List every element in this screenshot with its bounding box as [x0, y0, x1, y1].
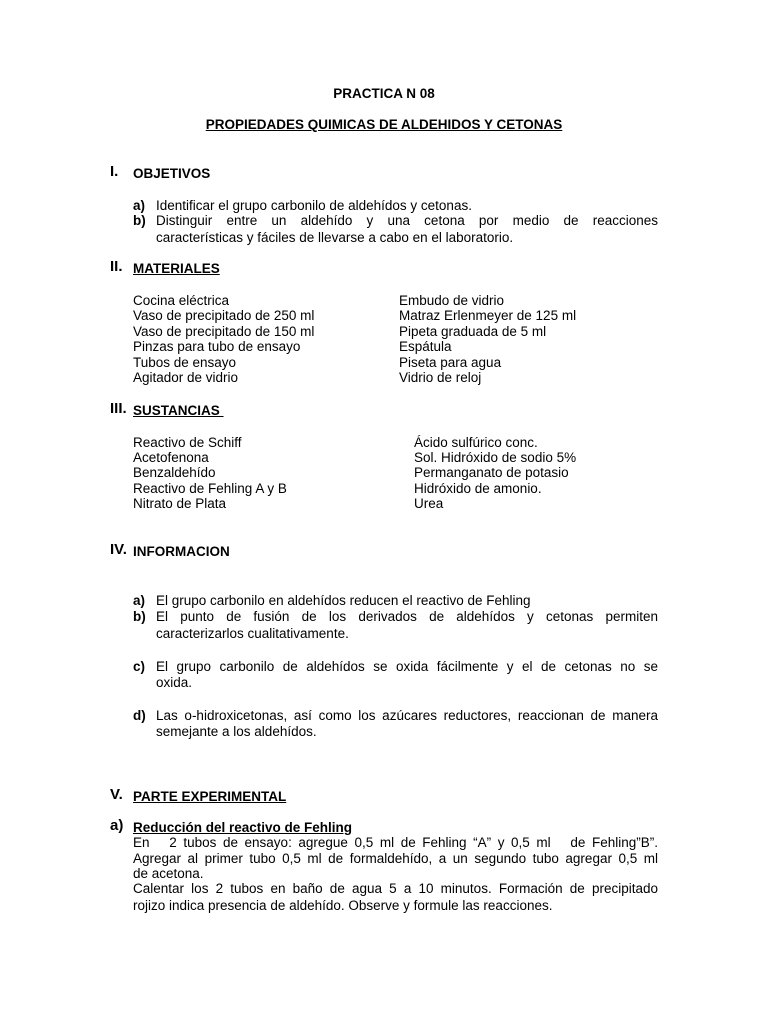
material-right-3: Pipeta graduada de 5 ml: [399, 324, 547, 339]
section-title-materiales: MATERIALES: [133, 261, 220, 276]
practice-number: PRACTICA N 08: [333, 86, 435, 101]
info-text-d-line2: semejante a los aldehídos.: [156, 724, 317, 739]
material-right-5: Piseta para agua: [399, 355, 502, 370]
material-right-6: Vidrio de reloj: [399, 370, 482, 385]
sustancia-left-4: Reactivo de Fehling A y B: [133, 481, 287, 496]
info-text-a: El grupo carbonilo en aldehídos reducen el reactivo de Fehling: [156, 593, 531, 608]
experiment-text-line1: En 2 tubos de ensayo: agregue 0,5 ml de Fehling “A” y 0,5 ml de Fehling”B”.: [133, 835, 658, 850]
material-left-1: Cocina eléctrica: [133, 293, 230, 308]
section-number-2: II.: [110, 258, 123, 275]
info-marker-c: c): [133, 659, 146, 674]
sustancia-left-2: Acetofenona: [133, 450, 209, 465]
sustancia-right-1: Ácido sulfúrico conc.: [414, 435, 538, 450]
sustancia-right-3: Permanganato de potasio: [414, 465, 569, 480]
sustancia-left-1: Reactivo de Schiff: [133, 435, 242, 450]
section-number-5: V.: [110, 786, 123, 803]
sustancia-left-5: Nitrato de Plata: [133, 496, 227, 511]
material-left-5: Tubos de ensayo: [133, 355, 237, 370]
info-text-b-line2: caracterizarlos cualitativamente.: [156, 626, 349, 641]
info-marker-d: d): [133, 708, 146, 723]
objetivo-marker-b: b): [133, 213, 146, 228]
info-marker-b: b): [133, 609, 146, 624]
section-number-1: I.: [110, 163, 119, 180]
material-left-4: Pinzas para tubo de ensayo: [133, 339, 301, 354]
info-marker-a: a): [133, 593, 146, 608]
experiment-text-line2: Agregar al primer tubo 0,5 ml de formaldehído, a un segundo tubo agregar 0,5 ml: [133, 851, 658, 866]
experiment-marker-a: a): [110, 817, 124, 834]
section-title-experimental: PARTE EXPERIMENTAL: [133, 789, 287, 804]
info-text-c-line1: El grupo carbonilo de aldehídos se oxida fácilmente y el de cetonas no se: [156, 659, 658, 674]
sustancia-left-3: Benzaldehído: [133, 465, 216, 480]
experiment-text-line4: Calentar los 2 tubos en baño de agua 5 a 10 minutos. Formación de precipitado: [133, 881, 658, 896]
sustancia-right-5: Urea: [414, 496, 444, 511]
section-number-3: III.: [110, 400, 127, 417]
material-right-2: Matraz Erlenmeyer de 125 ml: [399, 308, 577, 323]
material-right-1: Embudo de vidrio: [399, 293, 505, 308]
objetivo-marker-a: a): [133, 198, 146, 213]
material-left-6: Agitador de vidrio: [133, 370, 239, 385]
experiment-text-line3: de acetona.: [133, 866, 204, 881]
material-right-4: Espátula: [399, 339, 452, 354]
info-text-d-line1: Las o-hidroxicetonas, así como los azúcares reductores, reaccionan de manera: [156, 708, 658, 723]
sustancia-right-4: Hidróxido de amonio.: [414, 481, 542, 496]
info-text-b-line1: El punto de fusión de los derivados de aldehídos y cetonas permiten: [156, 609, 658, 624]
info-text-c-line2: oxida.: [156, 675, 193, 690]
experiment-title-a: Reducción del reactivo de Fehling: [133, 820, 353, 835]
document-title: PROPIEDADES QUIMICAS DE ALDEHIDOS Y CETONAS: [205, 117, 563, 132]
section-title-informacion: INFORMACION: [133, 544, 230, 559]
section-number-4: IV.: [110, 541, 127, 558]
sustancia-right-2: Sol. Hidróxido de sodio 5%: [414, 450, 577, 465]
material-left-2: Vaso de precipitado de 250 ml: [133, 308, 315, 323]
objetivo-text-a: Identificar el grupo carbonilo de aldehídos y cetonas.: [156, 198, 472, 213]
section-title-sustancias: SUSTANCIAS: [133, 403, 224, 418]
material-left-3: Vaso de precipitado de 150 ml: [133, 324, 315, 339]
section-title-objetivos: OBJETIVOS: [133, 166, 211, 181]
objetivo-text-b-line1: Distinguir entre un aldehído y una cetona por medio de reacciones: [156, 213, 658, 228]
objetivo-text-b-line2: características y fáciles de llevarse a cabo en el laboratorio.: [156, 230, 514, 245]
experiment-text-line5: rojizo indica presencia de aldehído. Observe y formule las reacciones.: [133, 898, 553, 913]
